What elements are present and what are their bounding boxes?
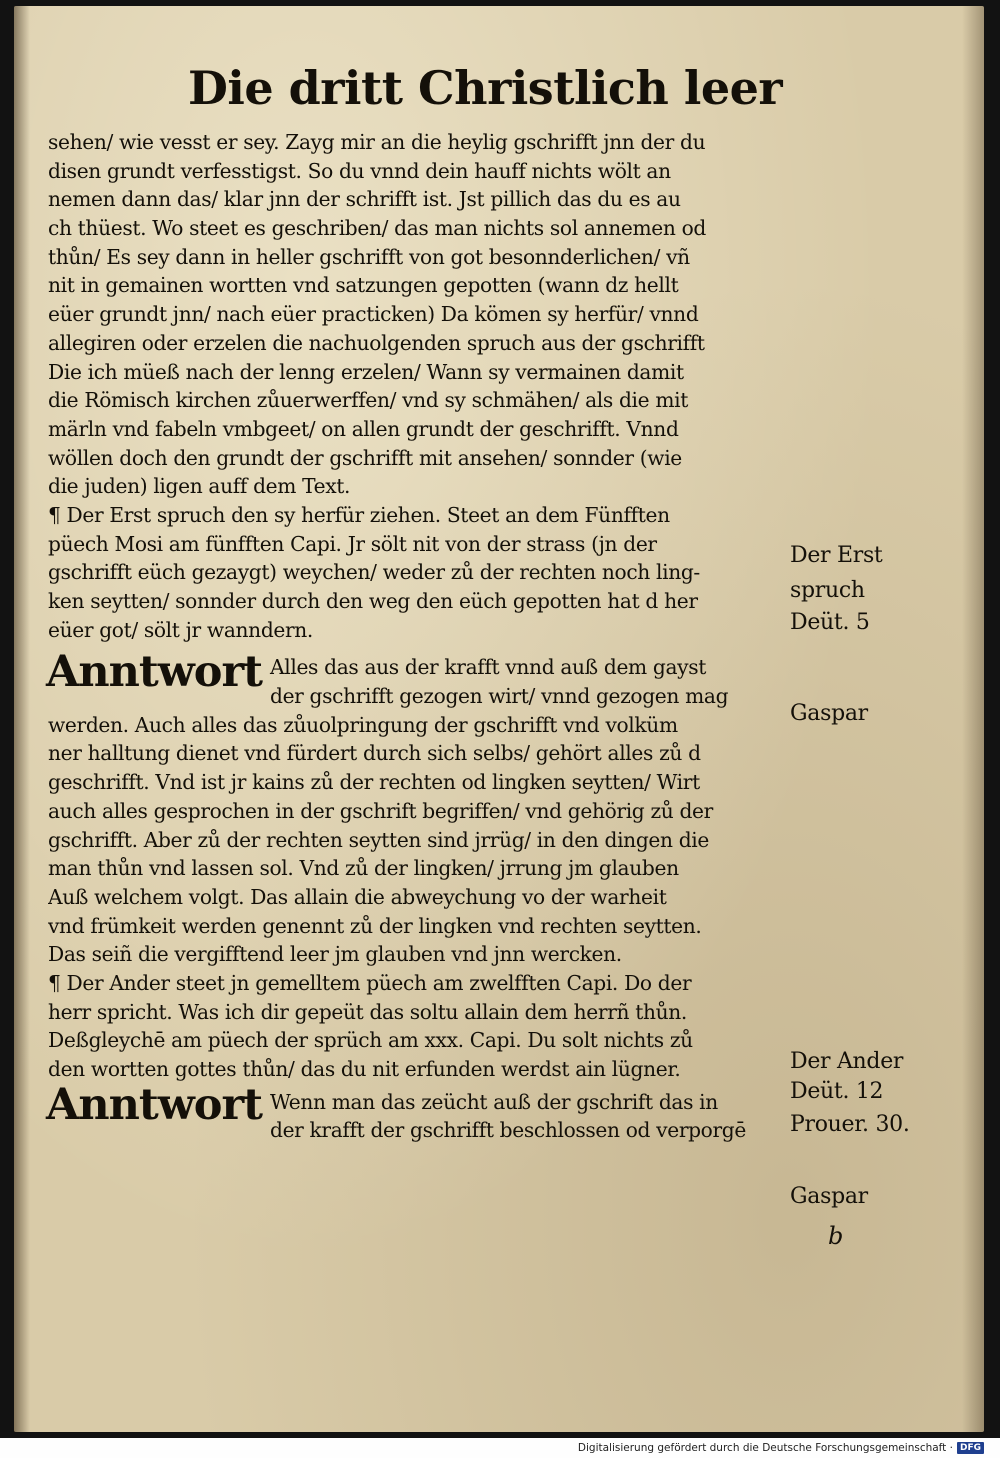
text-line: der krafft der gschrifft beschlossen od verporgē [270, 1118, 746, 1143]
main-text-column [48, 128, 796, 1145]
text-line: geschrifft. Vnd ist jr kains zů der rechten od lingken seytten/ Wirt [48, 770, 700, 795]
margin-note-deut-5: Deüt. 5 [790, 610, 870, 635]
text-line: eüer got/ sölt jr wanndern. [48, 617, 314, 642]
text-line: püech Mosi am fünfften Capi. Jr sölt nit von der strass (jn der [48, 531, 657, 556]
text-line: herr spricht. Was ich dir gepeüt das soltu allain dem herrñ thůn. [48, 999, 687, 1024]
text-line: der gschrifft gezogen wirt/ vnnd gezogen mag [270, 684, 729, 709]
text-line: nemen dann das/ klar jnn der schrifft ist. Jst pillich das du es au [48, 187, 681, 212]
margin-note-gaspar: Gaspar [790, 701, 868, 726]
antwort-heading: Anntwort [46, 647, 262, 698]
text-line: die Römisch kirchen zůuerwerffen/ vnd sy schmähen/ als die mit [48, 388, 688, 413]
text-line: Wenn man das zeücht auß der gschrift das in [270, 1089, 718, 1114]
text-line: gschrifft eüch gezaygt) weychen/ weder zů der rechten noch ling- [48, 560, 700, 585]
footer-text: Digitalisierung gefördert durch die Deutsche Forschungsgemeinschaft · [577, 1442, 953, 1454]
text-line: sehen/ wie vesst er sey. Zayg mir an die heylig gschrifft jnn der du [48, 130, 706, 154]
paragraph-antwort-2 [46, 1079, 796, 1145]
page-shadow-right [962, 6, 984, 1432]
antwort-heading: Anntwort [46, 1079, 262, 1130]
text-line: ¶ Der Ander steet jn gemelltem püech am zwelfften Capi. Do der [48, 970, 692, 995]
text-line: nit in gemainen wortten vnd satzungen gepotten (wann dz hellt [48, 273, 679, 298]
text-line: märln vnd fabeln vmbgeet/ on allen grundt der geschrifft. Vnnd [48, 416, 679, 441]
text-line: allegiren oder erzelen die nachuolgenden spruch aus der gschrifft [48, 330, 705, 355]
margin-note-der-erst: Der Erst [790, 543, 883, 568]
text-line: Die ich müeß nach der lenng erzelen/ Wann sy vermainen damit [48, 359, 684, 384]
text-line: ken seytten/ sonnder durch den weg den eüch gepotten hat d her [48, 589, 698, 613]
paragraph-der-ander [48, 969, 796, 1084]
text-line: die juden) ligen auff dem Text. [48, 474, 351, 499]
text-line: auch alles gesprochen in der gschrift begriffen/ vnd gehörig zů der [48, 798, 713, 823]
text-line: ch thüest. Wo steet es geschriben/ das man nichts sol annemen od [48, 216, 706, 241]
margin-note-deut-12: Deüt. 12 [790, 1079, 884, 1104]
text-line: ¶ Der Erst spruch den sy herfür ziehen. Steet an dem Fünfften [48, 502, 670, 527]
text-line: vnd frümkeit werden genennt zů der lingken vnd rechten seytten. [48, 913, 702, 938]
running-header: Die dritt Christlich leer [188, 61, 783, 115]
signature-mark: b [828, 1222, 844, 1250]
footer-credit [578, 1441, 984, 1455]
text-line: den wortten gottes thůn/ das du nit erfunden werdst ain lügner. [48, 1057, 681, 1081]
margin-note-gaspar: Gaspar [790, 1184, 868, 1209]
text-line: disen grundt verfesstigst. So du vnnd dein hauff nichts wölt an [48, 158, 671, 183]
margin-note-prouer-30: Prouer. 30. [790, 1112, 910, 1137]
dfg-logo: DFG [957, 1442, 984, 1454]
paragraph-der-erst [48, 501, 796, 644]
text-line: thůn/ Es sey dann in heller gschrifft von got besonnderlichen/ vñ [48, 244, 690, 269]
text-line: gschrifft. Aber zů der rechten seytten sind jrrüg/ in den dingen die [48, 827, 709, 852]
text-line: Auß welchem volgt. Das allain die abweychung vo der warheit [48, 884, 667, 909]
text-line: Deßgleychē am püech der sprüch am xxx. Capi. Du solt nichts zů [48, 1028, 693, 1053]
page-shadow-left [14, 6, 30, 1432]
paragraph-antwort-1 [46, 647, 796, 969]
text-line: ner halltung dienet vnd fürdert durch sich selbs/ gehört alles zů d [48, 741, 701, 766]
text-line: werden. Auch alles das zůuolpringung der gschrifft vnd volküm [48, 712, 678, 737]
text-line: Alles das aus der krafft vnnd auß dem gayst [270, 655, 706, 680]
margin-note-der-ander: Der Ander [790, 1049, 904, 1074]
margin-note-spruch: spruch [790, 578, 865, 603]
paragraph-opening [48, 128, 796, 501]
text-line: man thůn vnd lassen sol. Vnd zů der lingken/ jrrung jm glauben [48, 856, 679, 881]
text-line: eüer grundt jnn/ nach eüer practicken) Da kömen sy herfür/ vnnd [48, 302, 699, 327]
text-line: Das seiñ die vergifftend leer jm glauben vnd jnn wercken. [48, 942, 622, 967]
text-line: wöllen doch den grundt der gschrifft mit ansehen/ sonnder (wie [48, 445, 682, 470]
